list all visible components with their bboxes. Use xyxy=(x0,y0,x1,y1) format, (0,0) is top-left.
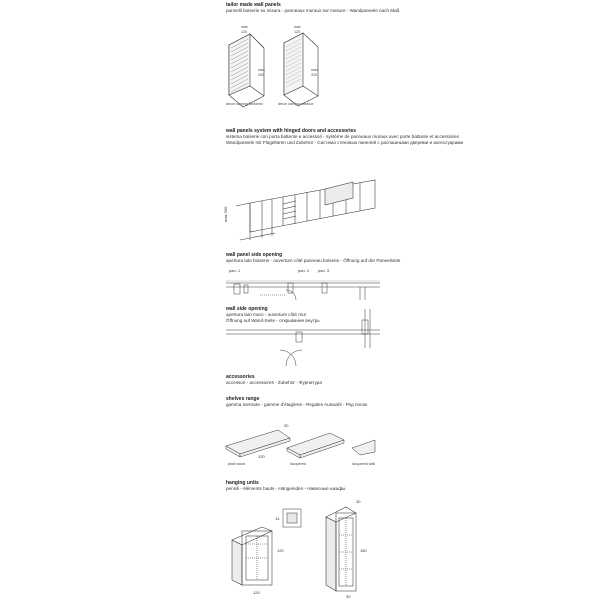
shelves-title: shelves range xyxy=(226,396,260,402)
shelves-drawing xyxy=(226,430,375,458)
shelf-dim-1: 30 xyxy=(284,423,289,428)
system-title: wall panels system with hinged doors and accessories xyxy=(226,128,357,134)
tailor-caption-2: decor carving medoux xyxy=(278,102,314,106)
tailor-dim-width: max 125 xyxy=(241,25,248,34)
system-dim-label: max 330 xyxy=(223,206,228,222)
system-line-1: sistema boiserie con porta battente e accessori - système de panneaux muraux avec porte battante et accessoires xyxy=(226,134,459,139)
hanging-section xyxy=(226,480,345,492)
hanging-dim-w2: 30 xyxy=(356,499,361,504)
hanging-dim-b2: 30 xyxy=(346,594,351,599)
hanging-title: hanging units xyxy=(226,480,259,486)
side-opening-title: wall panel side opening xyxy=(226,252,283,258)
tailor-dim-height: max 330 xyxy=(258,68,265,77)
tailor-subtitle: pannelli boiserie su misura - panneaux muraux sur mesure - Wandpaneele nach Maß xyxy=(226,8,400,13)
side-opening-section xyxy=(226,252,400,264)
side-opening-plan xyxy=(226,281,380,300)
hanging-dim-h1: 120 xyxy=(277,548,284,553)
pan-label-3: pan. 3 xyxy=(318,268,330,273)
system-section xyxy=(226,128,463,145)
hanging-subtitle: pensili - éléments hauts - Hängeinden - Навесные шкафы xyxy=(226,486,346,491)
hanging-unit-2 xyxy=(326,507,356,591)
side-opening-subtitle: apertura lato boiserie - ouverture côté panneau boiserie - Öffnung auf der Paneelseite xyxy=(226,258,401,263)
shelves-caption-1: plain wood xyxy=(228,462,246,466)
accessories-section xyxy=(226,374,322,386)
shelves-caption-2: lacquered xyxy=(290,462,306,466)
wall-side-title: wall side opening xyxy=(226,306,268,312)
hanging-dim-h2: 180 xyxy=(360,548,367,553)
hanging-detail xyxy=(283,509,301,527)
side-opening-labels xyxy=(229,268,330,273)
shelves-section xyxy=(226,396,367,408)
shelf-dim-2: 120 xyxy=(258,454,265,459)
pan-label-2: pan. 2 xyxy=(298,268,310,273)
tailor-dim-width-2: max 125 xyxy=(294,25,301,34)
wall-side-line-1: apertura lato muro - ouverture côté mur xyxy=(226,312,307,317)
shelves-subtitle: gamma mensole - gamme d'étagères - Regalen Auswahl - Ряд полок xyxy=(226,402,368,407)
accessories-subtitle: accessori - accessoires - Zubehör - Фурнитура xyxy=(226,380,322,385)
accessories-title: accessories xyxy=(226,374,255,380)
hanging-unit-1 xyxy=(232,527,272,585)
tailor-dim-height-2: max 320 xyxy=(311,68,318,77)
pan-label-1: pan. 1 xyxy=(229,268,241,273)
shelves-caption-3: lacquered wall xyxy=(352,462,375,466)
tailor-caption-1: decor carving fioritomix xyxy=(226,102,263,106)
hanging-dim-w1: 14 xyxy=(275,516,280,521)
wall-side-line-2: Öffnung auf Wand-Seite - открывание внутрь xyxy=(226,317,320,323)
system-line-2: Wandpaneele mit Flügeltüren und Zubehör - Система стеновых панелей с распашными дверями и аксессуарами xyxy=(226,139,464,145)
hanging-dim-b1: 120 xyxy=(253,590,260,595)
tailor-title: tailor made wall panels xyxy=(226,2,281,8)
wall-system-drawing xyxy=(236,180,375,240)
wall-side-section xyxy=(226,306,320,323)
